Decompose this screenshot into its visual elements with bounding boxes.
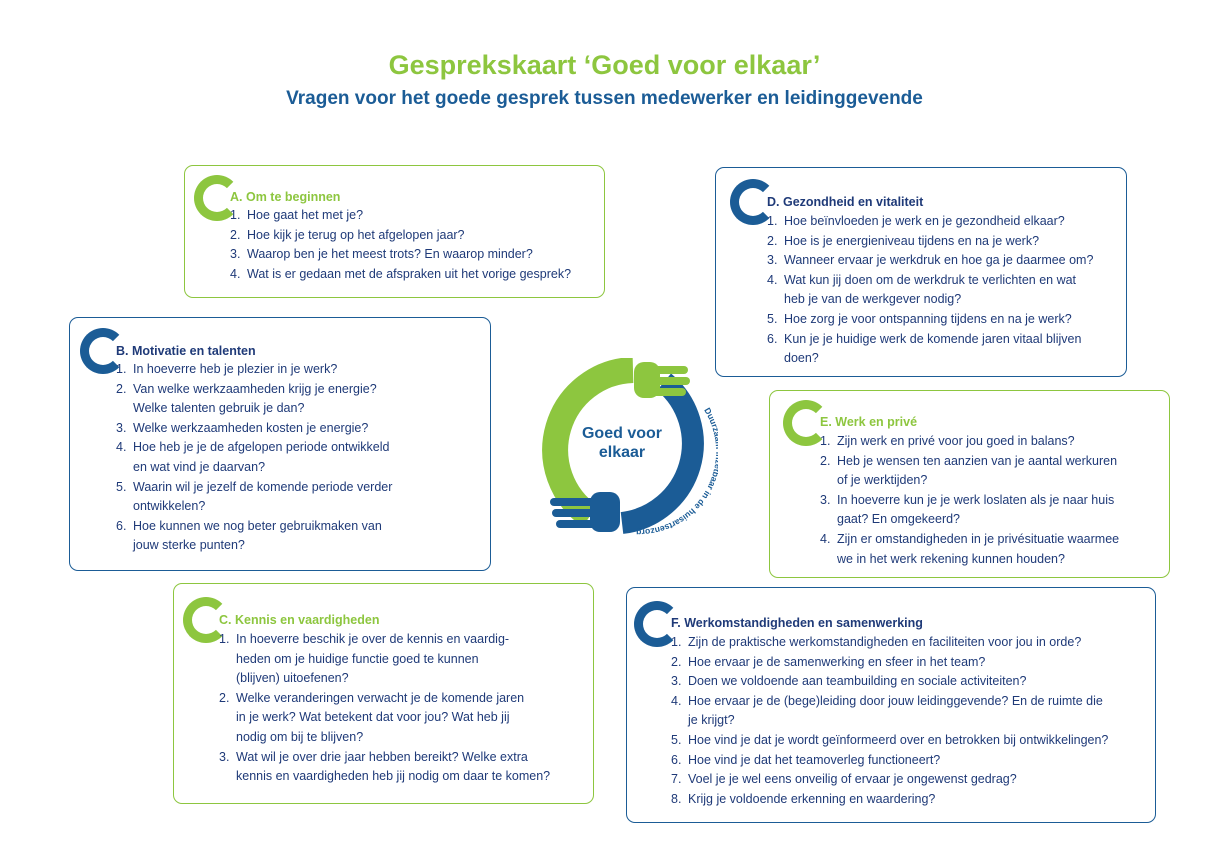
question-item xyxy=(820,452,1119,472)
question-number: 5. xyxy=(671,732,682,747)
question-text: Wat is er gedaan met de afspraken uit het vorige gesprek? xyxy=(247,266,572,281)
question-text: je krijgt? xyxy=(688,713,735,728)
goed-voor-elkaar-logo xyxy=(538,358,718,540)
question-number: 4. xyxy=(671,693,682,708)
question-number: 4. xyxy=(767,272,778,287)
question-item-continuation xyxy=(219,767,550,787)
question-number: 1. xyxy=(230,208,241,222)
card-c-kennis-en-vaardigheden xyxy=(173,583,594,804)
question-number: 3. xyxy=(820,492,831,507)
question-text: Zijn er omstandigheden in je privésituatie waarmee xyxy=(837,531,1120,546)
question-text: Welke talenten gebruik je dan? xyxy=(133,401,305,416)
question-item xyxy=(230,206,571,226)
question-number: 1. xyxy=(820,434,831,448)
card-title: D. Gezondheid en vitaliteit xyxy=(767,195,924,209)
question-number: 4. xyxy=(116,440,127,455)
question-item xyxy=(219,689,550,709)
question-text: Welke veranderingen verwacht je de komende jaren xyxy=(236,690,525,705)
question-text: Hoe gaat het met je? xyxy=(247,208,364,222)
question-text: Hoe beïnvloeden je werk en je gezondheid elkaar? xyxy=(784,214,1065,228)
question-item xyxy=(230,245,571,265)
question-number: 2. xyxy=(820,453,831,468)
question-number: 6. xyxy=(116,518,127,533)
question-number: 1. xyxy=(116,362,127,376)
question-item xyxy=(820,432,1119,452)
question-text: Wat wil je over drie jaar hebben bereikt? Welke extra xyxy=(236,749,528,764)
card-title: B. Motivatie en talenten xyxy=(116,344,256,358)
question-list xyxy=(219,630,550,787)
question-item xyxy=(116,517,392,537)
question-text: Hoe is je energieniveau tijdens en na je werk? xyxy=(784,233,1040,248)
question-text: Hoe ervaar je de samenwerking en sfeer in het team? xyxy=(688,654,986,669)
question-item-continuation xyxy=(820,550,1119,570)
card-f-werkomstandigheden-en-samenwerking xyxy=(626,587,1156,823)
question-item xyxy=(116,380,392,400)
question-number: 4. xyxy=(820,531,831,546)
question-text: In hoeverre kun je je werk loslaten als je naar huis xyxy=(837,492,1115,507)
question-text: heden om je huidige functie goed te kunnen xyxy=(236,651,479,666)
question-item-continuation xyxy=(671,711,1108,731)
question-text: Waarin wil je jezelf de komende periode verder xyxy=(133,479,393,494)
question-list xyxy=(767,212,1093,369)
question-number: 3. xyxy=(219,749,230,764)
question-item xyxy=(671,653,1108,673)
question-text: Hoe heb je je de afgelopen periode ontwikkeld xyxy=(133,440,390,455)
question-item xyxy=(767,271,1093,291)
question-item xyxy=(116,478,392,498)
question-number: 8. xyxy=(671,791,682,806)
question-text: nodig om bij te blijven? xyxy=(236,729,364,744)
card-e-werk-en-prive xyxy=(769,390,1170,578)
card-title: C. Kennis en vaardigheden xyxy=(219,613,380,627)
question-number: 1. xyxy=(219,632,230,646)
question-item xyxy=(219,630,550,650)
question-item xyxy=(767,212,1093,232)
question-text: Wanneer ervaar je werkdruk en hoe ga je daarmee om? xyxy=(784,253,1094,268)
question-item-continuation xyxy=(767,290,1093,310)
question-item xyxy=(767,330,1093,350)
question-number: 6. xyxy=(767,331,778,346)
question-item-continuation xyxy=(116,536,392,556)
question-item xyxy=(820,491,1119,511)
question-item xyxy=(671,770,1108,790)
question-number: 7. xyxy=(671,772,682,787)
card-a-om-te-beginnen xyxy=(184,165,605,298)
card-d-gezondheid-en-vitaliteit xyxy=(715,167,1127,377)
question-text: jouw sterke punten? xyxy=(133,538,245,553)
question-number: 1. xyxy=(767,214,778,228)
green-hand-icon xyxy=(634,362,690,398)
logo-graphic xyxy=(538,358,718,540)
question-text: Hoe kunnen we nog beter gebruikmaken van xyxy=(133,518,382,533)
question-text: (blijven) uitoefenen? xyxy=(236,671,349,686)
card-b-motivatie-en-talenten xyxy=(69,317,491,571)
question-list xyxy=(116,360,392,556)
question-text: gaat? En omgekeerd? xyxy=(837,512,961,527)
question-text: Wat kun jij doen om de werkdruk te verlichten en wat xyxy=(784,272,1077,287)
question-text: Waarop ben je het meest trots? En waarop minder? xyxy=(247,247,533,262)
question-text: Hoe vind je dat het teamoverleg functioneert? xyxy=(688,752,941,767)
question-text: we in het werk rekening kunnen houden? xyxy=(837,551,1065,566)
question-item-continuation xyxy=(820,510,1119,530)
question-text: heb je van de werkgever nodig? xyxy=(784,292,962,307)
question-number: 2. xyxy=(116,381,127,396)
question-item xyxy=(671,692,1108,712)
question-text: Hoe ervaar je de (bege)leiding door jouw leidinggevende? En de ruimte die xyxy=(688,693,1103,708)
question-number: 5. xyxy=(116,479,127,494)
card-title: F. Werkomstandigheden en samenwerking xyxy=(671,616,923,630)
question-item-continuation xyxy=(219,708,550,728)
question-item xyxy=(671,751,1108,771)
question-text: Hoe kijk je terug op het afgelopen jaar? xyxy=(247,227,465,242)
question-number: 3. xyxy=(230,247,241,262)
question-item-continuation xyxy=(219,728,550,748)
question-text: Zijn de praktische werkomstandigheden en faciliteiten voor jou in orde? xyxy=(688,635,1082,649)
question-text: Welke werkzaamheden kosten je energie? xyxy=(133,420,369,435)
question-text: Doen we voldoende aan teambuilding en sociale activiteiten? xyxy=(688,674,1027,689)
logo-text-line1: Goed voor xyxy=(581,425,663,442)
question-number: 4. xyxy=(230,266,241,281)
question-item xyxy=(230,226,571,246)
question-item-continuation xyxy=(116,399,392,419)
question-item xyxy=(671,672,1108,692)
question-item-continuation xyxy=(116,497,392,517)
question-item xyxy=(219,748,550,768)
question-text: Zijn werk en privé voor jou goed in balans? xyxy=(837,434,1075,448)
question-item xyxy=(767,310,1093,330)
question-number: 2. xyxy=(767,233,778,248)
question-item xyxy=(767,232,1093,252)
question-number: 1. xyxy=(671,635,682,649)
page-title: Gesprekskaart ‘Goed voor elkaar’ xyxy=(388,50,821,80)
question-text: In hoeverre heb je plezier in je werk? xyxy=(133,362,338,376)
question-text: en wat vind je daarvan? xyxy=(133,459,266,474)
question-item xyxy=(767,251,1093,271)
question-number: 6. xyxy=(671,752,682,767)
card-title: E. Werk en privé xyxy=(820,415,918,429)
question-item-continuation xyxy=(116,458,392,478)
question-item-continuation xyxy=(219,669,550,689)
question-text: Van welke werkzaamheden krijg je energie? xyxy=(133,381,377,396)
question-number: 2. xyxy=(219,690,230,705)
question-number: 3. xyxy=(767,253,778,268)
question-item xyxy=(116,438,392,458)
question-text: doen? xyxy=(784,351,819,366)
question-text: Hoe zorg je voor ontspanning tijdens en na je werk? xyxy=(784,311,1072,326)
question-number: 2. xyxy=(671,654,682,669)
question-number: 3. xyxy=(116,420,127,435)
question-text: In hoeverre beschik je over de kennis en vaardig- xyxy=(236,632,510,646)
question-item xyxy=(671,633,1108,653)
question-text: in je werk? Wat betekent dat voor jou? Wat heb jij xyxy=(236,710,510,725)
question-list xyxy=(230,206,571,284)
question-item xyxy=(230,265,571,285)
question-item xyxy=(671,731,1108,751)
question-number: 5. xyxy=(767,311,778,326)
question-item-continuation xyxy=(219,650,550,670)
question-text: Krijg je voldoende erkenning en waardering? xyxy=(688,791,936,806)
question-text: of je werktijden? xyxy=(837,473,928,488)
page-subtitle: Vragen voor het goede gesprek tussen medewerker en leidinggevende xyxy=(286,88,923,109)
question-number: 3. xyxy=(671,674,682,689)
blue-hand-icon xyxy=(550,492,620,532)
question-text: Hoe vind je dat je wordt geïnformeerd over en betrokken bij ontwikkelingen? xyxy=(688,732,1109,747)
question-item-continuation xyxy=(820,471,1119,491)
logo-ring-text: Duu ar in de huisartsenzorg xyxy=(636,405,718,538)
question-text: Heb je wensen ten aanzien van je aantal werkuren xyxy=(837,453,1118,468)
question-item-continuation xyxy=(767,349,1093,369)
question-item xyxy=(116,360,392,380)
question-item xyxy=(671,790,1108,810)
logo-text-line2: elkaar xyxy=(598,444,646,461)
question-text: Kun je je huidige werk de komende jaren vitaal blijven xyxy=(784,331,1082,346)
question-item xyxy=(820,530,1119,550)
question-list xyxy=(820,432,1119,569)
question-item xyxy=(116,419,392,439)
question-text: Voel je je wel eens onveilig of ervaar je ongewenst gedrag? xyxy=(688,772,1017,787)
question-text: kennis en vaardigheden heb jij nodig om daar te komen? xyxy=(236,769,551,784)
card-title: A. Om te beginnen xyxy=(230,190,341,204)
question-text: ontwikkelen? xyxy=(133,499,206,514)
question-list xyxy=(671,633,1108,809)
question-number: 2. xyxy=(230,227,241,242)
